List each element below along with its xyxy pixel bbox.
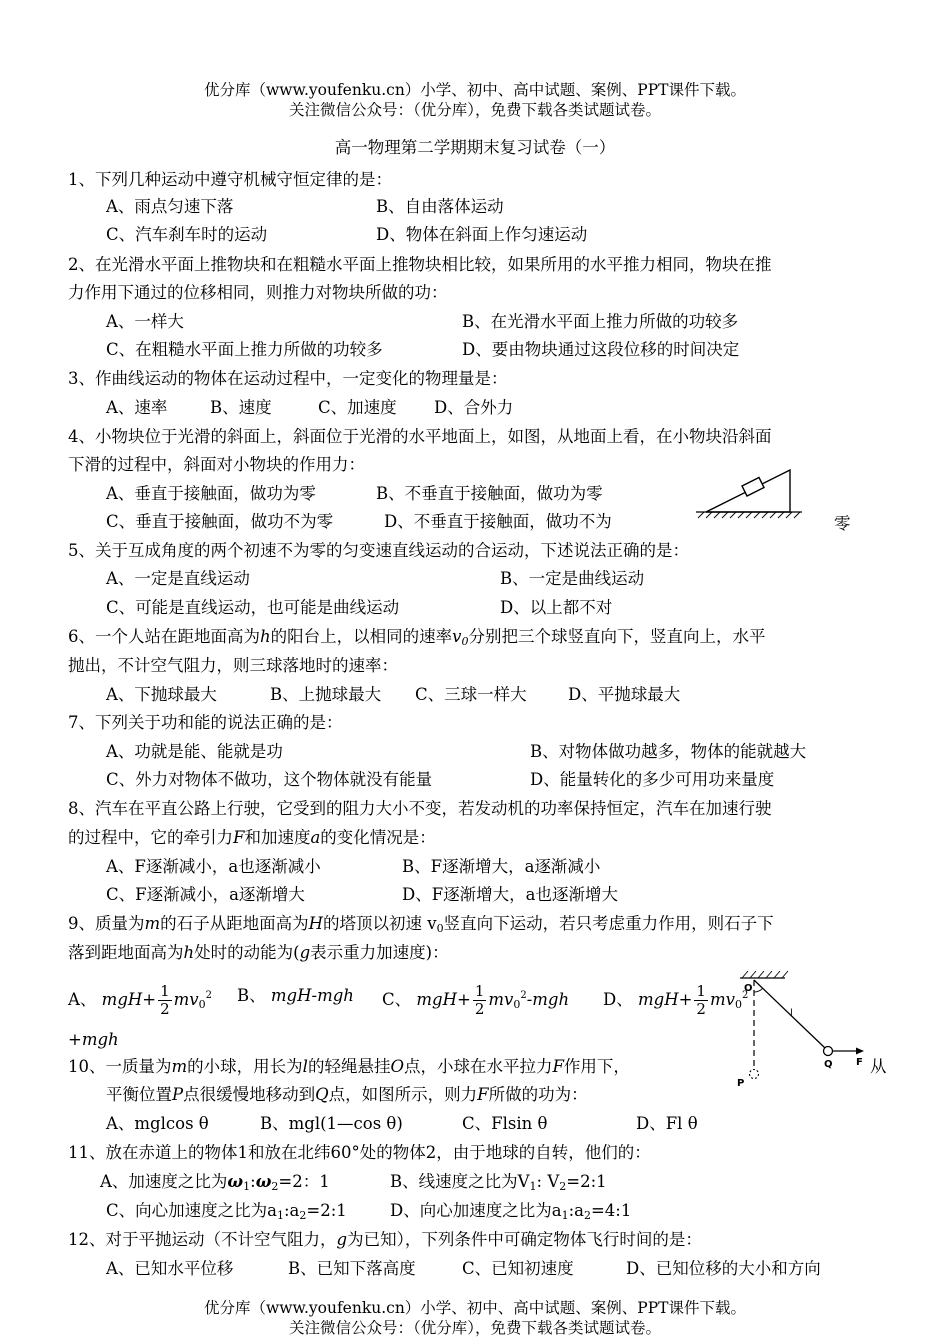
q10-option-c: C、Flsin θ — [462, 1114, 548, 1133]
q2-option-b: B、在光滑水平面上推力所做的功较多 — [462, 312, 739, 331]
q6-option-d: D、平抛球最大 — [568, 685, 681, 704]
q1-option-a: A、雨点匀速下落 — [106, 197, 234, 216]
q9-option-d-tail: +mgh — [68, 1030, 119, 1049]
q10-option-b: B、mgl(1—cos θ) — [260, 1114, 403, 1133]
q11-option-b: B、线速度之比为$V_1$: $V_2=2:1$ — [390, 1172, 607, 1193]
q8-option-b: B、F逐渐增大，a逐渐减小 — [402, 857, 601, 876]
q8-stem-line-1: 8、汽车在平直公路上行驶，它受到的阻力大小不变，若发动机的功率保持恒定，汽车在加速行驶 — [68, 799, 772, 818]
header-line-1: 优分库（www.youfenku.cn）小学、初中、高中试题、案例、PPT课件下载。 — [203, 81, 747, 99]
q3-option-b: B、速度 — [210, 398, 272, 417]
q4-option-d: D、不垂直于接触面，做功不为 — [384, 512, 612, 531]
q7-option-c: C、外力对物体不做功，这个物体就没有能量 — [106, 770, 433, 789]
q10-option-d: D、Fl θ — [636, 1114, 698, 1133]
label-F: F — [856, 1057, 863, 1068]
label-Q: Q — [824, 1059, 833, 1070]
q9-option-d: D、 mgH+ $\frac{1}{2}$ $mv_0^2$ — [603, 982, 749, 1018]
q2-option-d: D、要由物块通过这段位移的时间决定 — [462, 340, 740, 359]
q10-stem-line-1: 10、一质量为m的小球，用长为l的轻绳悬挂O点，小球在水平拉力F作用下， — [68, 1057, 630, 1076]
q7-option-d: D、能量转化的多少可用功来量度 — [530, 770, 775, 789]
q2-stem-line-2: 力作用下通过的位移相同，则推力对物块所做的功： — [68, 283, 448, 302]
q10-option-a: A、mglcos θ — [106, 1114, 209, 1133]
q10-stem-line-2: 平衡位置P点很缓慢地移动到Q点，如图所示，则力F所做的功为： — [106, 1085, 588, 1104]
page-title: 高一物理第二学期期末复习试卷（一） — [334, 138, 616, 157]
label-O: O — [744, 983, 753, 994]
q11-option-a: A、加速度之比为$\omega_1:\omega_2=2$：1 — [100, 1172, 330, 1193]
q9-option-c: C、 mgH+ $\frac{1}{2}$ $mv_0^2$-mgh — [382, 982, 570, 1018]
q12-stem: 12、对于平抛运动（不计空气阻力，g为已知），下列条件中可确定物体飞行时间的是： — [68, 1230, 702, 1249]
q11-stem: 11、放在赤道上的物体1和放在北纬60°处的物体2，由于地球的自转，他们的： — [68, 1143, 651, 1162]
q5-option-c: C、可能是直线运动，也可能是曲线运动 — [106, 598, 400, 617]
q4-option-b: B、不垂直于接触面，做功为零 — [376, 484, 603, 503]
q12-option-d: D、已知位移的大小和方向 — [626, 1259, 821, 1278]
incline-figure — [684, 462, 808, 524]
q2-option-a: A、一样大 — [106, 312, 184, 331]
q3-option-a: A、速率 — [106, 398, 168, 417]
q12-option-c: C、已知初速度 — [462, 1259, 574, 1278]
q8-option-c: C、F逐渐减小，a逐渐增大 — [106, 885, 305, 904]
q9-stem-line-1: 9、质量为m的石子从距地面高为H的塔顶以初速 $v_0$竖直向下运动，若只考虑重力作用，则石子下 — [68, 914, 774, 935]
force-arrow-head — [856, 1048, 864, 1055]
q4-option-a: A、垂直于接触面，做功为零 — [106, 484, 316, 503]
q2-stem-line-1: 2、在光滑水平面上推物块和在粗糙水平面上推物块相比较，如果所用的水平推力相同，物块在推 — [68, 255, 772, 274]
footer-line-2: 关注微信公众号：（优分库），免费下载各类试题试卷。 — [288, 1319, 661, 1337]
ground-hatching — [698, 512, 800, 518]
ball-at-P — [750, 1070, 759, 1079]
q9-option-b: B、 mgH-mgh — [237, 986, 354, 1005]
q4-option-c: C、垂直于接触面，做功不为零 — [106, 512, 334, 531]
q8-option-d: D、F逐渐增大，a也逐渐增大 — [402, 885, 619, 904]
q4-option-d-tail: 零 — [834, 514, 851, 533]
label-P: P — [737, 1078, 745, 1089]
q1-option-b: B、自由落体运动 — [376, 197, 504, 216]
q7-option-a: A、功就是能、能就是功 — [106, 742, 283, 761]
q6-option-a: A、下抛球最大 — [106, 685, 217, 704]
q4-stem-line-2: 下滑的过程中，斜面对小物块的作用力： — [68, 455, 365, 474]
label-l: l — [790, 1008, 793, 1019]
q5-stem: 5、关于互成角度的两个初速不为零的匀变速直线运动的合运动，下述说法正确的是： — [68, 541, 689, 560]
q5-option-d: D、以上都不对 — [500, 598, 613, 617]
q5-option-b: B、一定是曲线运动 — [500, 569, 645, 588]
header-line-2: 关注微信公众号：（优分库），免费下载各类试题试卷。 — [288, 101, 661, 119]
q12-option-a: A、已知水平位移 — [106, 1259, 234, 1278]
angle-arc — [754, 988, 763, 992]
q10-stem-line-1-tail: 从 — [870, 1057, 887, 1076]
q7-stem: 7、下列关于功和能的说法正确的是： — [68, 713, 343, 732]
q6-stem-line-1: 6、一个人站在距地面高为h的阳台上，以相同的速率$v_0$分别把三个球竖直向下，竖直向上，水平 — [68, 627, 766, 648]
q3-option-d: D、合外力 — [434, 398, 514, 417]
q2-option-c: C、在粗糙水平面上推力所做的功较多 — [106, 340, 383, 359]
q6-option-b: B、上抛球最大 — [270, 685, 382, 704]
q8-stem-line-2: 的过程中，它的牵引力F和加速度a的变化情况是： — [68, 828, 436, 847]
q12-option-b: B、已知下落高度 — [288, 1259, 416, 1278]
q6-option-c: C、三球一样大 — [415, 685, 527, 704]
q6-stem-line-2: 抛出，不计空气阻力，则三球落地时的速率： — [68, 656, 398, 675]
q1-option-c: C、汽车刹车时的运动 — [106, 225, 268, 244]
q4-stem-line-1: 4、小物块位于光滑的斜面上，斜面位于光滑的水平地面上，如图，从地面上看，在小物块沿斜面 — [68, 427, 772, 446]
sliding-block — [742, 478, 764, 497]
footer-line-1: 优分库（www.youfenku.cn）小学、初中、高中试题、案例、PPT课件下载。 — [203, 1299, 747, 1317]
pendulum-figure — [730, 966, 874, 1090]
q1-stem: 1、下列几种运动中遵守机械守恒定律的是： — [68, 170, 392, 189]
q3-option-c: C、加速度 — [318, 398, 397, 417]
ceiling-hatching — [742, 971, 788, 978]
q1-option-d: D、物体在斜面上作匀速运动 — [376, 225, 588, 244]
q5-option-a: A、一定是直线运动 — [106, 569, 250, 588]
q11-option-d: D、向心加速度之比为$a_1:a_2=4:1$ — [390, 1201, 632, 1222]
ball-at-Q — [824, 1047, 833, 1056]
q3-stem: 3、作曲线运动的物体在运动过程中，一定变化的物理量是： — [68, 369, 508, 388]
q7-option-b: B、对物体做功越多，物体的能就越大 — [530, 742, 807, 761]
q9-option-a: A、 mgH+ $\frac{1}{2}$ $mv_0^2$ — [68, 982, 212, 1018]
q11-option-c: C、向心加速度之比为$a_1:a_2=2:1$ — [106, 1201, 347, 1222]
q8-option-a: A、F逐渐减小，a也逐渐减小 — [106, 857, 321, 876]
q9-stem-line-2: 落到距地面高为h处时的动能为(g表示重力加速度)： — [68, 943, 449, 962]
